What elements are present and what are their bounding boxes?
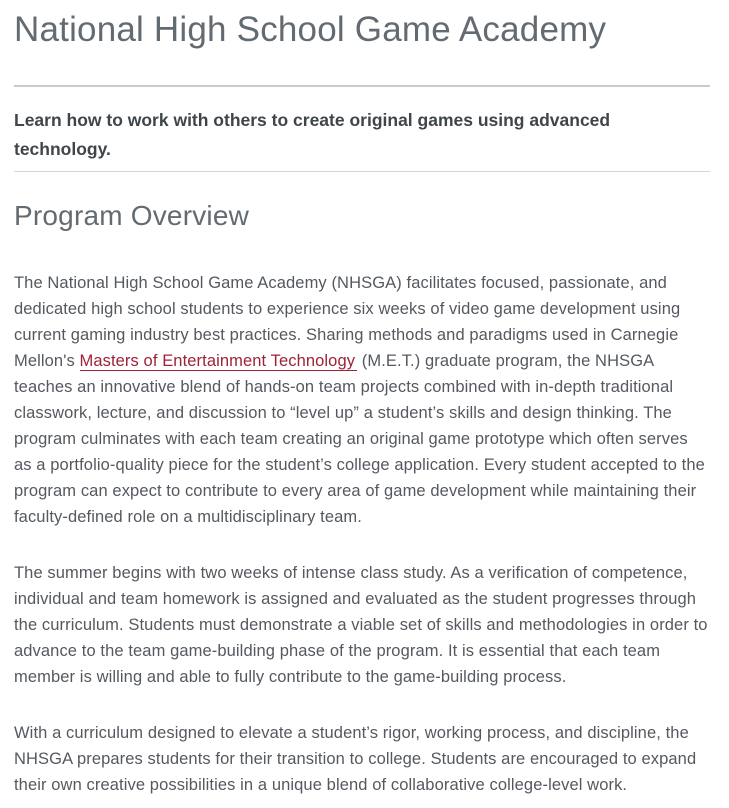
overview-paragraph-3: With a curriculum designed to elevate a student’s rigor, working process, and discipline, the NHSGA prepares students for their transition to college. Students are encouraged to expand their own creative possibilities in a unique blend of collaborative college-level work.: [14, 724, 697, 794]
paragraph-1-text-before-link: The National High School Game Academy (NHSGA) facilitates focused, passionate, and dedicated high school students to experience six weeks of video game development using current gaming industry best practices. Sharing methods and paradigms used in Carnegie Mellon's: [14, 274, 681, 370]
section-heading-program-overview: Program Overview: [14, 200, 250, 231]
divider-below-subtitle: [14, 171, 710, 172]
overview-paragraph-2: The summer begins with two weeks of intense class study. As a verification of competence, individual and team homework is assigned and evaluated as the student progresses through the curriculum. Students must demonstrate a viable set of skills and methodologies in order to advance to the team game-building phase of the program. It is essential that each team member is willing and able to fully contribute to the game-building process.: [14, 564, 708, 686]
paragraph-1-text-after-link: (M.E.T.) graduate program, the NHSGA teaches an innovative blend of hands-on team projects combined with in-depth traditional classwork, lecture, and discussion to “level up” a student’s skills and design thinking. The program culminates with each team creating an original game prototype which often serves as a portfolio-quality piece for the student’s college application. Every student accepted to the program can expect to contribute to every area of game development while maintaining their faculty-defined role on a multidisciplinary team.: [14, 352, 705, 526]
overview-paragraph-1: [14, 270, 710, 530]
page-title: National High School Game Academy: [14, 10, 607, 49]
program-overview-body: [14, 270, 710, 798]
divider-below-title: [14, 85, 710, 87]
page-subtitle: Learn how to work with others to create original games using advanced technology.: [14, 110, 611, 159]
masters-entertainment-technology-link[interactable]: Masters of Entertainment Technology: [79, 352, 356, 370]
